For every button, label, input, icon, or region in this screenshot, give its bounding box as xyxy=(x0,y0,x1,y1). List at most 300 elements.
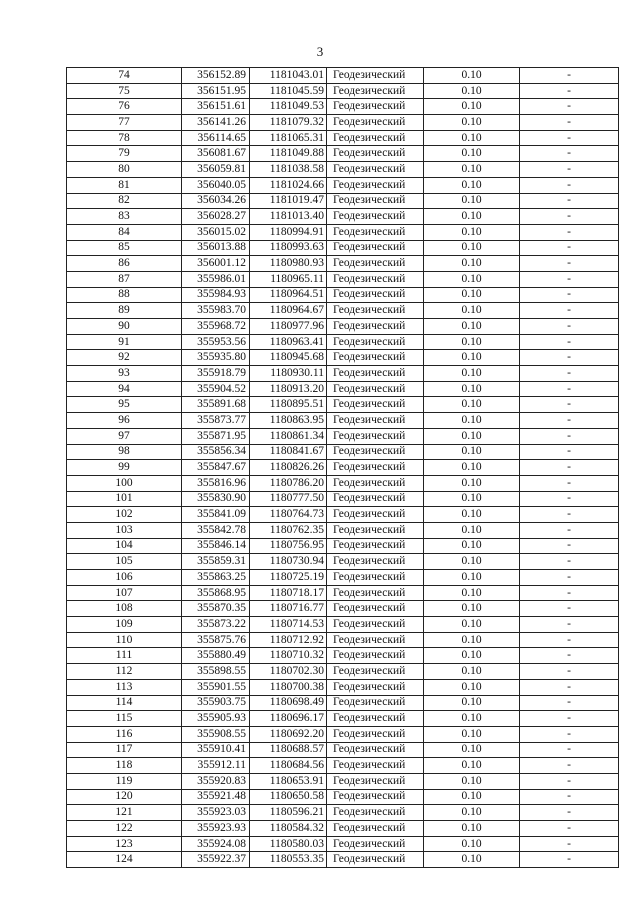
point-number-cell: 118 xyxy=(67,758,182,774)
y-coordinate-cell: 1180702.30 xyxy=(250,664,327,680)
y-coordinate-cell: 1180895.51 xyxy=(250,397,327,413)
y-coordinate-cell: 1180700.38 xyxy=(250,679,327,695)
table-row xyxy=(67,99,619,115)
description-cell: - xyxy=(520,773,619,789)
method-cell: Геодезический xyxy=(327,224,424,240)
accuracy-cell: 0.10 xyxy=(424,836,520,852)
description-cell: - xyxy=(520,852,619,868)
x-coordinate-cell: 356034.26 xyxy=(182,193,250,209)
table-row xyxy=(67,648,619,664)
table-row xyxy=(67,632,619,648)
method-cell: Геодезический xyxy=(327,334,424,350)
table-row xyxy=(67,428,619,444)
x-coordinate-cell: 355898.55 xyxy=(182,664,250,680)
x-coordinate-cell: 355910.41 xyxy=(182,742,250,758)
x-coordinate-cell: 356141.26 xyxy=(182,115,250,131)
table-row xyxy=(67,444,619,460)
description-cell: - xyxy=(520,679,619,695)
coordinates-table xyxy=(66,67,619,868)
point-number-cell: 90 xyxy=(67,319,182,335)
point-number-cell: 111 xyxy=(67,648,182,664)
y-coordinate-cell: 1180725.19 xyxy=(250,570,327,586)
x-coordinate-cell: 356015.02 xyxy=(182,224,250,240)
table-row xyxy=(67,679,619,695)
accuracy-cell: 0.10 xyxy=(424,303,520,319)
method-cell: Геодезический xyxy=(327,491,424,507)
method-cell: Геодезический xyxy=(327,601,424,617)
accuracy-cell: 0.10 xyxy=(424,146,520,162)
table-row xyxy=(67,350,619,366)
table-row xyxy=(67,334,619,350)
method-cell: Геодезический xyxy=(327,319,424,335)
method-cell: Геодезический xyxy=(327,83,424,99)
description-cell: - xyxy=(520,130,619,146)
description-cell: - xyxy=(520,601,619,617)
point-number-cell: 110 xyxy=(67,632,182,648)
point-number-cell: 106 xyxy=(67,570,182,586)
method-cell: Геодезический xyxy=(327,758,424,774)
point-number-cell: 92 xyxy=(67,350,182,366)
table-row xyxy=(67,852,619,868)
method-cell: Геодезический xyxy=(327,162,424,178)
description-cell: - xyxy=(520,334,619,350)
table-row xyxy=(67,491,619,507)
point-number-cell: 114 xyxy=(67,695,182,711)
x-coordinate-cell: 355873.77 xyxy=(182,413,250,429)
x-coordinate-cell: 355871.95 xyxy=(182,428,250,444)
description-cell: - xyxy=(520,695,619,711)
table-row xyxy=(67,726,619,742)
accuracy-cell: 0.10 xyxy=(424,115,520,131)
description-cell: - xyxy=(520,664,619,680)
accuracy-cell: 0.10 xyxy=(424,852,520,868)
y-coordinate-cell: 1181065.31 xyxy=(250,130,327,146)
accuracy-cell: 0.10 xyxy=(424,679,520,695)
x-coordinate-cell: 355923.03 xyxy=(182,805,250,821)
accuracy-cell: 0.10 xyxy=(424,821,520,837)
description-cell: - xyxy=(520,460,619,476)
y-coordinate-cell: 1181045.59 xyxy=(250,83,327,99)
x-coordinate-cell: 355880.49 xyxy=(182,648,250,664)
method-cell: Геодезический xyxy=(327,632,424,648)
table-row xyxy=(67,475,619,491)
description-cell: - xyxy=(520,821,619,837)
description-cell: - xyxy=(520,193,619,209)
method-cell: Геодезический xyxy=(327,789,424,805)
point-number-cell: 95 xyxy=(67,397,182,413)
x-coordinate-cell: 356151.95 xyxy=(182,83,250,99)
table-row xyxy=(67,711,619,727)
description-cell: - xyxy=(520,428,619,444)
method-cell: Геодезический xyxy=(327,428,424,444)
description-cell: - xyxy=(520,366,619,382)
x-coordinate-cell: 355924.08 xyxy=(182,836,250,852)
accuracy-cell: 0.10 xyxy=(424,538,520,554)
x-coordinate-cell: 355983.70 xyxy=(182,303,250,319)
method-cell: Геодезический xyxy=(327,742,424,758)
point-number-cell: 96 xyxy=(67,413,182,429)
y-coordinate-cell: 1180863.95 xyxy=(250,413,327,429)
description-cell: - xyxy=(520,711,619,727)
description-cell: - xyxy=(520,303,619,319)
accuracy-cell: 0.10 xyxy=(424,664,520,680)
y-coordinate-cell: 1180730.94 xyxy=(250,554,327,570)
x-coordinate-cell: 356152.89 xyxy=(182,68,250,84)
table-row xyxy=(67,303,619,319)
point-number-cell: 121 xyxy=(67,805,182,821)
description-cell: - xyxy=(520,271,619,287)
x-coordinate-cell: 355903.75 xyxy=(182,695,250,711)
method-cell: Геодезический xyxy=(327,805,424,821)
accuracy-cell: 0.10 xyxy=(424,381,520,397)
accuracy-cell: 0.10 xyxy=(424,99,520,115)
method-cell: Геодезический xyxy=(327,146,424,162)
accuracy-cell: 0.10 xyxy=(424,789,520,805)
table-row xyxy=(67,836,619,852)
description-cell: - xyxy=(520,350,619,366)
y-coordinate-cell: 1180913.20 xyxy=(250,381,327,397)
accuracy-cell: 0.10 xyxy=(424,83,520,99)
x-coordinate-cell: 355918.79 xyxy=(182,366,250,382)
description-cell: - xyxy=(520,256,619,272)
table-row xyxy=(67,460,619,476)
point-number-cell: 88 xyxy=(67,287,182,303)
y-coordinate-cell: 1180756.95 xyxy=(250,538,327,554)
description-cell: - xyxy=(520,99,619,115)
method-cell: Геодезический xyxy=(327,554,424,570)
method-cell: Геодезический xyxy=(327,460,424,476)
table-row xyxy=(67,554,619,570)
x-coordinate-cell: 355846.14 xyxy=(182,538,250,554)
method-cell: Геодезический xyxy=(327,209,424,225)
description-cell: - xyxy=(520,162,619,178)
y-coordinate-cell: 1181049.88 xyxy=(250,146,327,162)
point-number-cell: 113 xyxy=(67,679,182,695)
table-row xyxy=(67,240,619,256)
description-cell: - xyxy=(520,648,619,664)
method-cell: Геодезический xyxy=(327,617,424,633)
coordinates-table-body xyxy=(67,68,619,868)
description-cell: - xyxy=(520,538,619,554)
accuracy-cell: 0.10 xyxy=(424,773,520,789)
method-cell: Геодезический xyxy=(327,68,424,84)
method-cell: Геодезический xyxy=(327,287,424,303)
y-coordinate-cell: 1180584.32 xyxy=(250,821,327,837)
method-cell: Геодезический xyxy=(327,538,424,554)
description-cell: - xyxy=(520,726,619,742)
table-row xyxy=(67,821,619,837)
x-coordinate-cell: 355986.01 xyxy=(182,271,250,287)
description-cell: - xyxy=(520,836,619,852)
x-coordinate-cell: 355868.95 xyxy=(182,585,250,601)
x-coordinate-cell: 355922.37 xyxy=(182,852,250,868)
y-coordinate-cell: 1181079.32 xyxy=(250,115,327,131)
method-cell: Геодезический xyxy=(327,350,424,366)
accuracy-cell: 0.10 xyxy=(424,758,520,774)
y-coordinate-cell: 1180684.56 xyxy=(250,758,327,774)
point-number-cell: 123 xyxy=(67,836,182,852)
accuracy-cell: 0.10 xyxy=(424,397,520,413)
description-cell: - xyxy=(520,585,619,601)
point-number-cell: 112 xyxy=(67,664,182,680)
table-row xyxy=(67,193,619,209)
description-cell: - xyxy=(520,570,619,586)
point-number-cell: 84 xyxy=(67,224,182,240)
point-number-cell: 97 xyxy=(67,428,182,444)
y-coordinate-cell: 1180965.11 xyxy=(250,271,327,287)
x-coordinate-cell: 355923.93 xyxy=(182,821,250,837)
accuracy-cell: 0.10 xyxy=(424,271,520,287)
method-cell: Геодезический xyxy=(327,507,424,523)
point-number-cell: 120 xyxy=(67,789,182,805)
x-coordinate-cell: 355859.31 xyxy=(182,554,250,570)
accuracy-cell: 0.10 xyxy=(424,585,520,601)
accuracy-cell: 0.10 xyxy=(424,444,520,460)
point-number-cell: 122 xyxy=(67,821,182,837)
description-cell: - xyxy=(520,397,619,413)
accuracy-cell: 0.10 xyxy=(424,554,520,570)
x-coordinate-cell: 355875.76 xyxy=(182,632,250,648)
description-cell: - xyxy=(520,209,619,225)
table-row xyxy=(67,68,619,84)
y-coordinate-cell: 1180696.17 xyxy=(250,711,327,727)
accuracy-cell: 0.10 xyxy=(424,413,520,429)
description-cell: - xyxy=(520,554,619,570)
y-coordinate-cell: 1180710.32 xyxy=(250,648,327,664)
method-cell: Геодезический xyxy=(327,679,424,695)
description-cell: - xyxy=(520,805,619,821)
method-cell: Геодезический xyxy=(327,726,424,742)
y-coordinate-cell: 1181038.58 xyxy=(250,162,327,178)
table-row xyxy=(67,601,619,617)
accuracy-cell: 0.10 xyxy=(424,460,520,476)
table-row xyxy=(67,319,619,335)
description-cell: - xyxy=(520,444,619,460)
accuracy-cell: 0.10 xyxy=(424,570,520,586)
description-cell: - xyxy=(520,413,619,429)
x-coordinate-cell: 356081.67 xyxy=(182,146,250,162)
table-row xyxy=(67,224,619,240)
point-number-cell: 74 xyxy=(67,68,182,84)
point-number-cell: 79 xyxy=(67,146,182,162)
point-number-cell: 89 xyxy=(67,303,182,319)
method-cell: Геодезический xyxy=(327,522,424,538)
table-row xyxy=(67,130,619,146)
point-number-cell: 93 xyxy=(67,366,182,382)
point-number-cell: 119 xyxy=(67,773,182,789)
y-coordinate-cell: 1180930.11 xyxy=(250,366,327,382)
point-number-cell: 85 xyxy=(67,240,182,256)
accuracy-cell: 0.10 xyxy=(424,428,520,444)
accuracy-cell: 0.10 xyxy=(424,617,520,633)
y-coordinate-cell: 1180964.51 xyxy=(250,287,327,303)
description-cell: - xyxy=(520,177,619,193)
y-coordinate-cell: 1181013.40 xyxy=(250,209,327,225)
x-coordinate-cell: 355905.93 xyxy=(182,711,250,727)
x-coordinate-cell: 356028.27 xyxy=(182,209,250,225)
method-cell: Геодезический xyxy=(327,821,424,837)
accuracy-cell: 0.10 xyxy=(424,209,520,225)
table-row xyxy=(67,617,619,633)
y-coordinate-cell: 1180596.21 xyxy=(250,805,327,821)
y-coordinate-cell: 1181043.01 xyxy=(250,68,327,84)
accuracy-cell: 0.10 xyxy=(424,256,520,272)
y-coordinate-cell: 1180718.17 xyxy=(250,585,327,601)
method-cell: Геодезический xyxy=(327,240,424,256)
table-row xyxy=(67,209,619,225)
y-coordinate-cell: 1180861.34 xyxy=(250,428,327,444)
table-row xyxy=(67,397,619,413)
description-cell: - xyxy=(520,83,619,99)
point-number-cell: 116 xyxy=(67,726,182,742)
description-cell: - xyxy=(520,146,619,162)
y-coordinate-cell: 1180762.35 xyxy=(250,522,327,538)
method-cell: Геодезический xyxy=(327,366,424,382)
table-row xyxy=(67,507,619,523)
x-coordinate-cell: 355920.83 xyxy=(182,773,250,789)
point-number-cell: 99 xyxy=(67,460,182,476)
description-cell: - xyxy=(520,617,619,633)
table-row xyxy=(67,742,619,758)
y-coordinate-cell: 1180945.68 xyxy=(250,350,327,366)
y-coordinate-cell: 1180777.50 xyxy=(250,491,327,507)
x-coordinate-cell: 356151.61 xyxy=(182,99,250,115)
point-number-cell: 77 xyxy=(67,115,182,131)
method-cell: Геодезический xyxy=(327,648,424,664)
method-cell: Геодезический xyxy=(327,193,424,209)
method-cell: Геодезический xyxy=(327,256,424,272)
y-coordinate-cell: 1180653.91 xyxy=(250,773,327,789)
y-coordinate-cell: 1180841.67 xyxy=(250,444,327,460)
accuracy-cell: 0.10 xyxy=(424,491,520,507)
y-coordinate-cell: 1180764.73 xyxy=(250,507,327,523)
table-row xyxy=(67,789,619,805)
accuracy-cell: 0.10 xyxy=(424,319,520,335)
point-number-cell: 94 xyxy=(67,381,182,397)
y-coordinate-cell: 1180688.57 xyxy=(250,742,327,758)
table-row xyxy=(67,366,619,382)
accuracy-cell: 0.10 xyxy=(424,805,520,821)
method-cell: Геодезический xyxy=(327,397,424,413)
method-cell: Геодезический xyxy=(327,177,424,193)
method-cell: Геодезический xyxy=(327,271,424,287)
accuracy-cell: 0.10 xyxy=(424,507,520,523)
accuracy-cell: 0.10 xyxy=(424,742,520,758)
point-number-cell: 91 xyxy=(67,334,182,350)
point-number-cell: 87 xyxy=(67,271,182,287)
x-coordinate-cell: 356040.05 xyxy=(182,177,250,193)
table-row xyxy=(67,585,619,601)
x-coordinate-cell: 355968.72 xyxy=(182,319,250,335)
accuracy-cell: 0.10 xyxy=(424,130,520,146)
point-number-cell: 98 xyxy=(67,444,182,460)
table-row xyxy=(67,177,619,193)
accuracy-cell: 0.10 xyxy=(424,366,520,382)
x-coordinate-cell: 355921.48 xyxy=(182,789,250,805)
y-coordinate-cell: 1180786.20 xyxy=(250,475,327,491)
y-coordinate-cell: 1181024.66 xyxy=(250,177,327,193)
x-coordinate-cell: 356114.65 xyxy=(182,130,250,146)
y-coordinate-cell: 1180977.96 xyxy=(250,319,327,335)
x-coordinate-cell: 355841.09 xyxy=(182,507,250,523)
description-cell: - xyxy=(520,224,619,240)
y-coordinate-cell: 1180964.67 xyxy=(250,303,327,319)
description-cell: - xyxy=(520,381,619,397)
accuracy-cell: 0.10 xyxy=(424,601,520,617)
table-row xyxy=(67,162,619,178)
point-number-cell: 105 xyxy=(67,554,182,570)
accuracy-cell: 0.10 xyxy=(424,177,520,193)
x-coordinate-cell: 355870.35 xyxy=(182,601,250,617)
description-cell: - xyxy=(520,742,619,758)
table-row xyxy=(67,413,619,429)
table-row xyxy=(67,695,619,711)
x-coordinate-cell: 356013.88 xyxy=(182,240,250,256)
y-coordinate-cell: 1180650.58 xyxy=(250,789,327,805)
table-row xyxy=(67,758,619,774)
table-row xyxy=(67,664,619,680)
table-row xyxy=(67,538,619,554)
table-row xyxy=(67,287,619,303)
x-coordinate-cell: 355816.96 xyxy=(182,475,250,491)
method-cell: Геодезический xyxy=(327,836,424,852)
x-coordinate-cell: 355912.11 xyxy=(182,758,250,774)
accuracy-cell: 0.10 xyxy=(424,287,520,303)
accuracy-cell: 0.10 xyxy=(424,522,520,538)
method-cell: Геодезический xyxy=(327,570,424,586)
accuracy-cell: 0.10 xyxy=(424,350,520,366)
accuracy-cell: 0.10 xyxy=(424,695,520,711)
point-number-cell: 80 xyxy=(67,162,182,178)
y-coordinate-cell: 1180994.91 xyxy=(250,224,327,240)
point-number-cell: 75 xyxy=(67,83,182,99)
method-cell: Геодезический xyxy=(327,444,424,460)
description-cell: - xyxy=(520,240,619,256)
method-cell: Геодезический xyxy=(327,695,424,711)
x-coordinate-cell: 355953.56 xyxy=(182,334,250,350)
accuracy-cell: 0.10 xyxy=(424,726,520,742)
x-coordinate-cell: 356001.12 xyxy=(182,256,250,272)
point-number-cell: 107 xyxy=(67,585,182,601)
method-cell: Геодезический xyxy=(327,115,424,131)
table-row xyxy=(67,381,619,397)
point-number-cell: 104 xyxy=(67,538,182,554)
accuracy-cell: 0.10 xyxy=(424,193,520,209)
method-cell: Геодезический xyxy=(327,711,424,727)
point-number-cell: 78 xyxy=(67,130,182,146)
description-cell: - xyxy=(520,287,619,303)
method-cell: Геодезический xyxy=(327,99,424,115)
point-number-cell: 100 xyxy=(67,475,182,491)
y-coordinate-cell: 1180980.93 xyxy=(250,256,327,272)
x-coordinate-cell: 356059.81 xyxy=(182,162,250,178)
y-coordinate-cell: 1180826.26 xyxy=(250,460,327,476)
x-coordinate-cell: 355984.93 xyxy=(182,287,250,303)
point-number-cell: 108 xyxy=(67,601,182,617)
table-row xyxy=(67,271,619,287)
method-cell: Геодезический xyxy=(327,413,424,429)
method-cell: Геодезический xyxy=(327,475,424,491)
description-cell: - xyxy=(520,758,619,774)
table-row xyxy=(67,773,619,789)
x-coordinate-cell: 355873.22 xyxy=(182,617,250,633)
accuracy-cell: 0.10 xyxy=(424,648,520,664)
table-row xyxy=(67,805,619,821)
method-cell: Геодезический xyxy=(327,303,424,319)
x-coordinate-cell: 355935.80 xyxy=(182,350,250,366)
description-cell: - xyxy=(520,491,619,507)
accuracy-cell: 0.10 xyxy=(424,68,520,84)
